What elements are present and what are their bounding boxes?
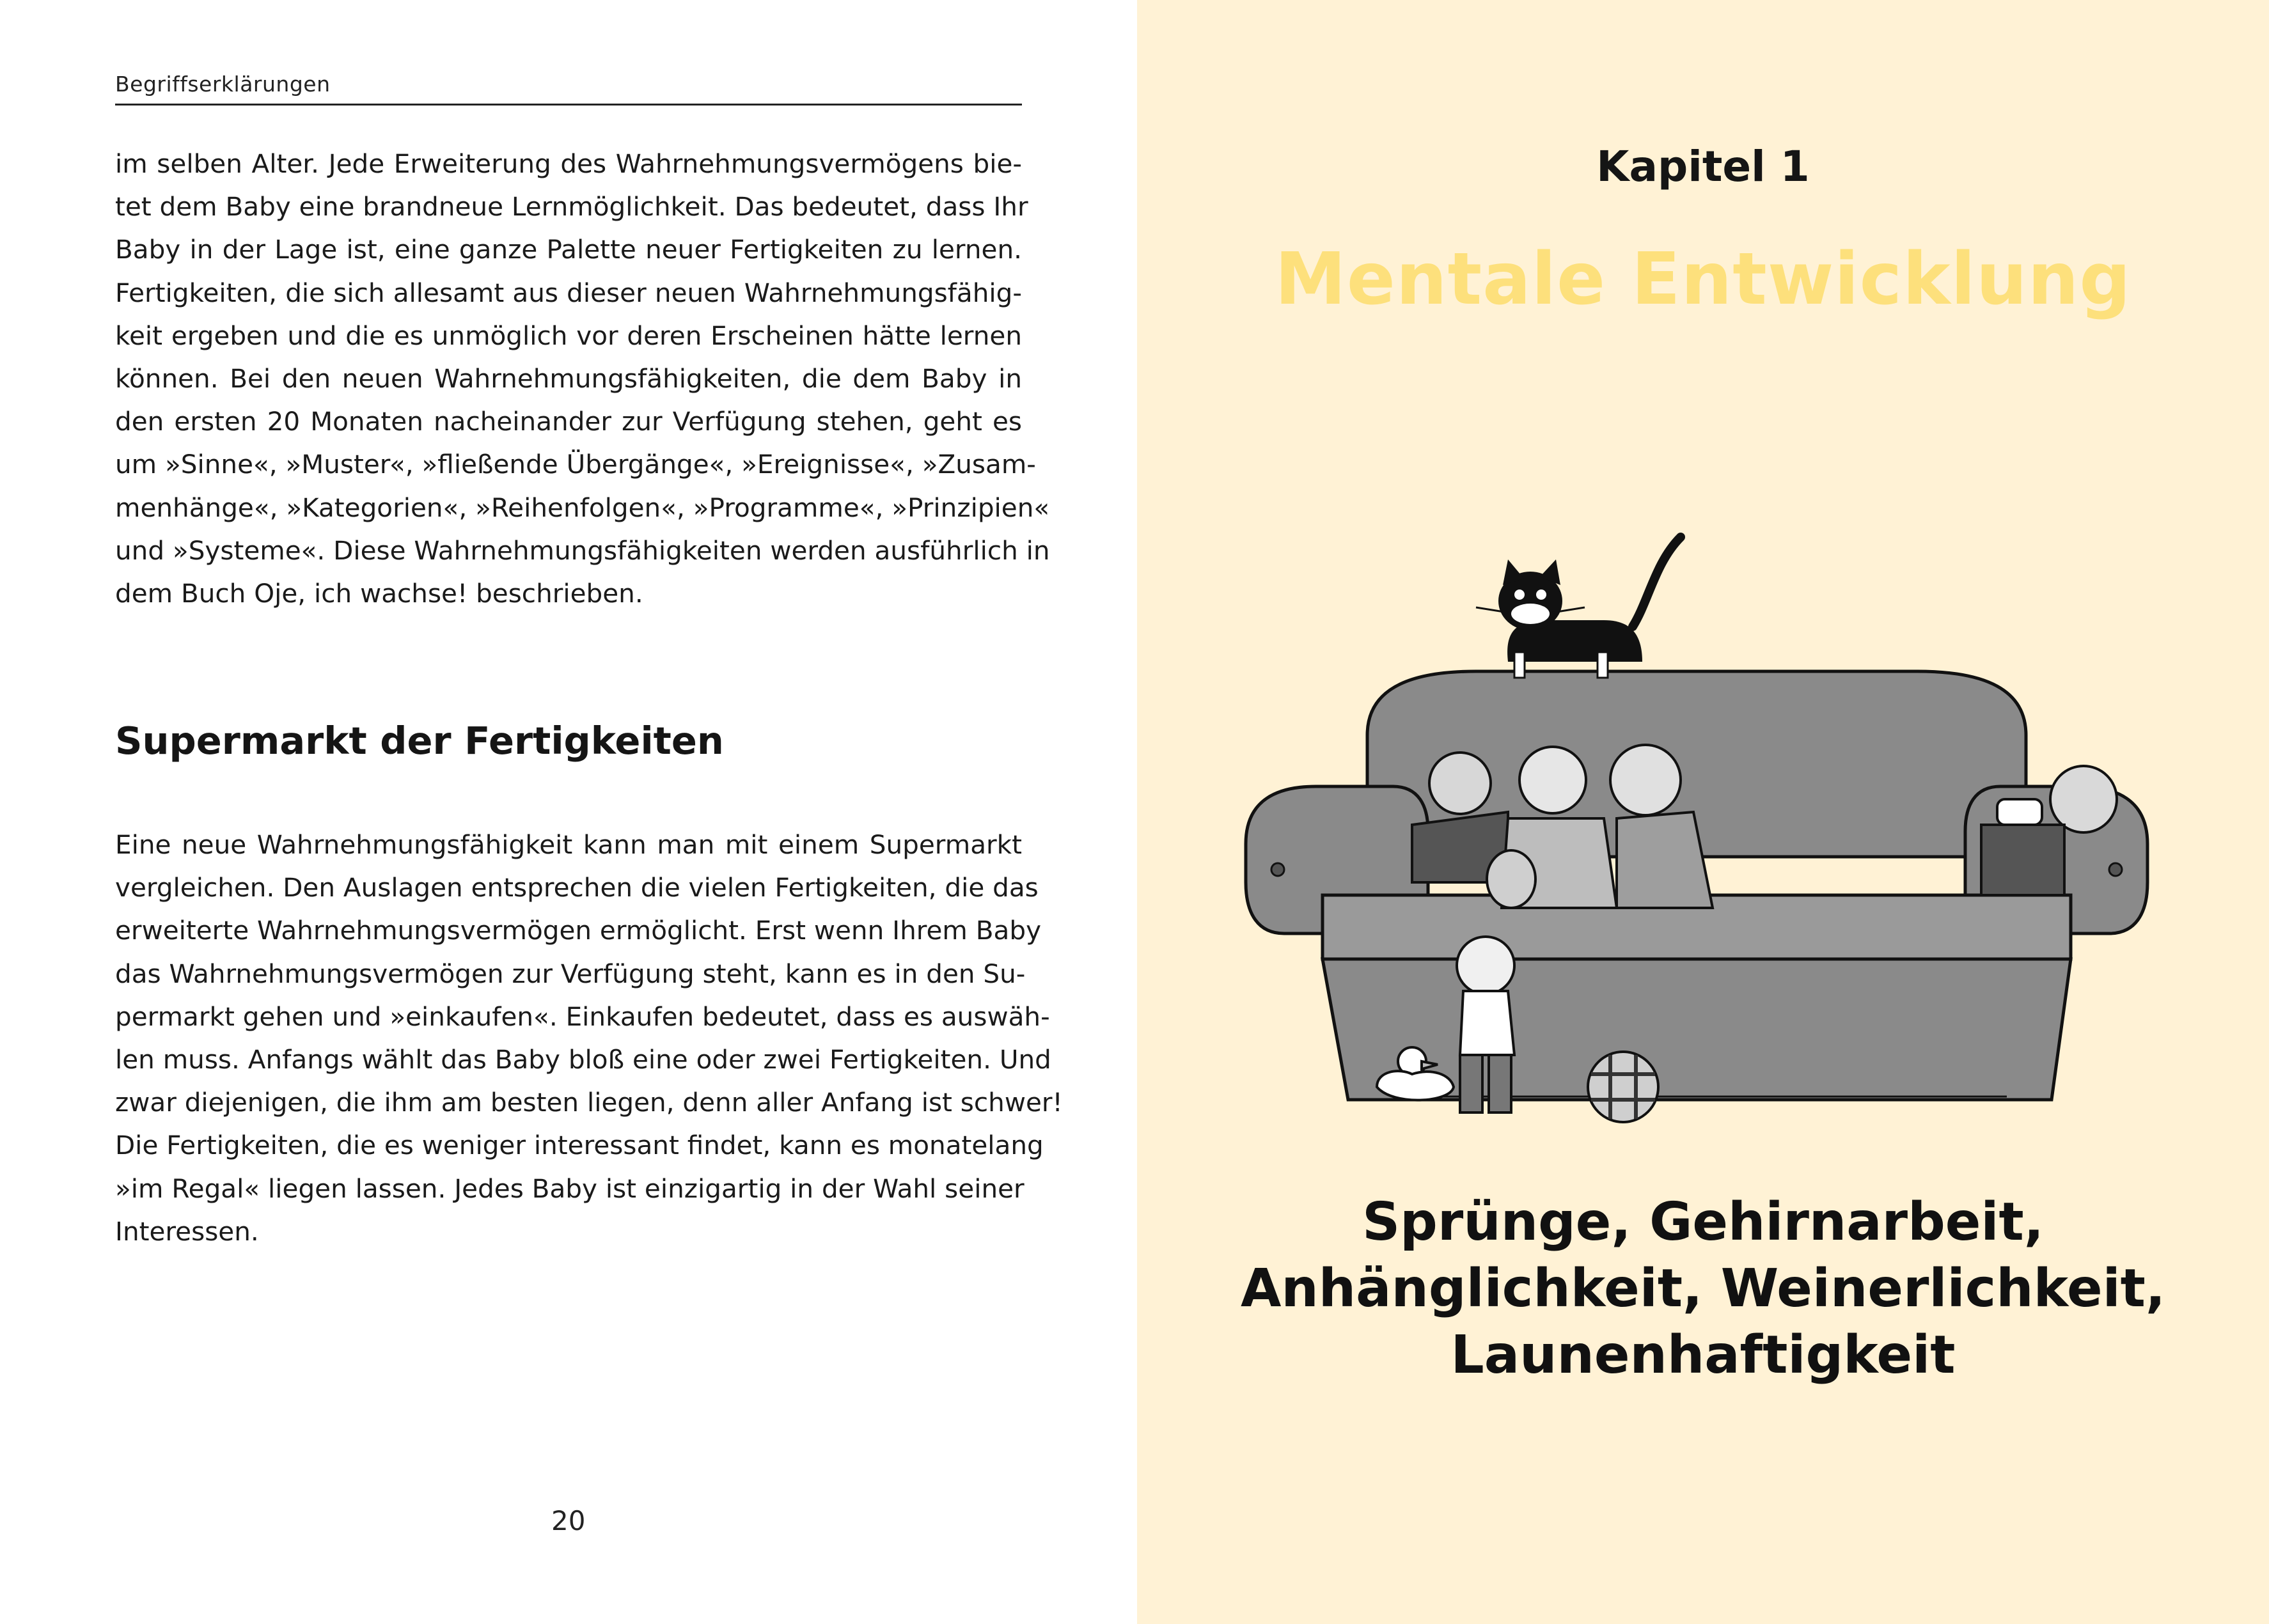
text-line: Die Fertigkeiten, die es weniger interessant findet, kann es monatelang <box>115 1130 1044 1161</box>
right-page <box>1137 0 2269 1624</box>
sofa-button-icon <box>1271 863 1284 876</box>
text-line: »im Regal« liegen lassen. Jedes Baby ist einzigartig in der Wahl seiner <box>115 1173 1025 1204</box>
text-line: vergleichen. Den Auslagen entsprechen die vielen Fertigkeiten, die das <box>115 872 1039 903</box>
running-header: Begriffserklärungen <box>115 72 331 97</box>
sofa-illustration <box>1207 524 2186 1138</box>
text-line: permarkt gehen und »einkaufen«. Einkaufen bedeutet, dass es auswäh- <box>115 1001 1050 1032</box>
subtitle-line: Anhänglichkeit, Weinerlichkeit, <box>1240 1258 2166 1319</box>
text-line: Interessen. <box>115 1215 259 1247</box>
text-line: um »Sinne«, »Muster«, »fließende Übergänge«, »Ereignisse«, »Zusam- <box>115 449 1036 480</box>
ball-icon <box>1588 1052 1658 1122</box>
section-heading: Supermarkt der Fertigkeiten <box>115 719 724 763</box>
sofa-button-icon <box>2109 863 2122 876</box>
subtitle-line: Launenhaftigkeit <box>1450 1325 1956 1386</box>
text-line: zwar diejenigen, die ihm am besten liegen, denn aller Anfang ist schwer! <box>115 1087 1063 1118</box>
page-number: 20 <box>551 1505 586 1536</box>
text-line: und »Systeme«. Diese Wahrnehmungsfähigkeiten werden ausführlich in <box>115 535 1050 566</box>
paragraph-1 <box>115 143 1050 615</box>
text-line: dem Buch Oje, ich wachse! beschrieben. <box>115 578 643 609</box>
header-rule <box>115 104 1022 105</box>
text-line: können. Bei den neuen Wahrnehmungsfähigkeiten, die dem Baby in <box>115 363 1022 394</box>
text-line: das Wahrnehmungsvermögen zur Verfügung steht, kann es in den Su- <box>115 958 1026 989</box>
text-line: keit ergeben und die es unmöglich vor deren Erscheinen hätte lernen <box>115 320 1022 351</box>
text-line: len muss. Anfangs wählt das Baby bloß eine oder zwei Fertigkeiten. Und <box>115 1044 1051 1075</box>
chapter-title: Mentale Entwicklung <box>1275 238 2132 321</box>
text-line: Baby in der Lage ist, eine ganze Palette neuer Fertigkeiten zu lernen. <box>115 234 1022 265</box>
text-line: erweiterte Wahrnehmungsvermögen ermöglicht. Erst wenn Ihrem Baby <box>115 915 1042 946</box>
text-line: den ersten 20 Monaten nacheinander zur Verfügung stehen, geht es <box>115 406 1022 437</box>
chapter-subtitle <box>1137 1189 2269 1389</box>
chapter-label: Kapitel 1 <box>1596 142 1810 191</box>
text-line: Eine neue Wahrnehmungsfähigkeit kann man mit einem Supermarkt <box>115 829 1022 860</box>
text-line: im selben Alter. Jede Erweiterung des Wahrnehmungsvermögens bie- <box>115 148 1022 179</box>
text-line: menhänge«, »Kategorien«, »Reihenfolgen«, »Programme«, »Prinzipien« <box>115 492 1050 523</box>
cat-icon <box>1476 537 1681 678</box>
paragraph-2 <box>115 824 1063 1253</box>
text-line: tet dem Baby eine brandneue Lernmöglichkeit. Das bedeutet, dass Ihr <box>115 191 1028 223</box>
text-line: Fertigkeiten, die sich allesamt aus dieser neuen Wahrnehmungsfähig- <box>115 277 1022 308</box>
subtitle-line: Sprünge, Gehirnarbeit, <box>1362 1192 2044 1253</box>
